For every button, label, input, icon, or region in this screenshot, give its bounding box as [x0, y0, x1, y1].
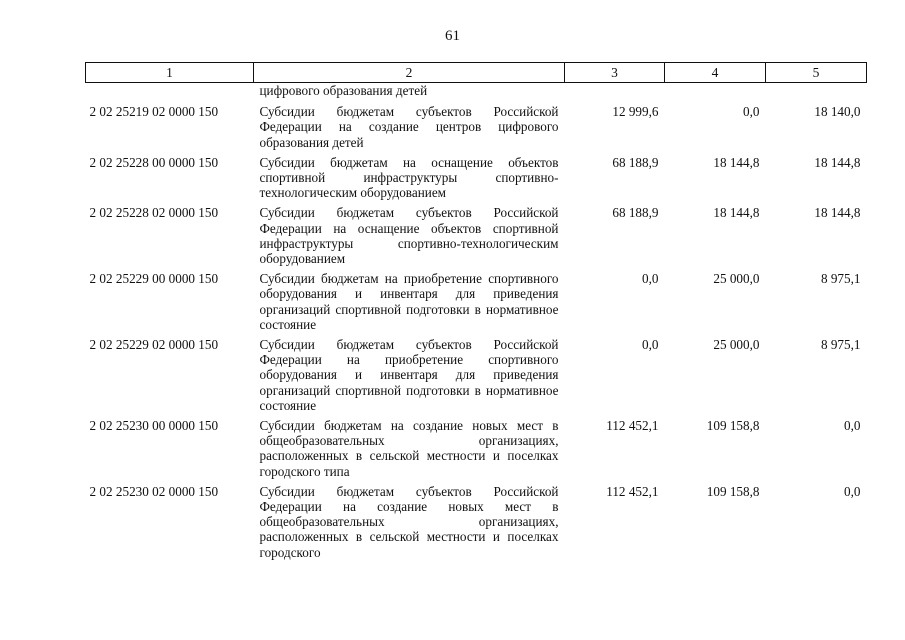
value-col-5: 8 975,1 — [820, 337, 861, 353]
value-col-3: 68 188,9 — [612, 205, 659, 221]
value-col-4: 18 144,8 — [713, 205, 760, 221]
table-row — [86, 205, 867, 271]
table-body — [86, 83, 867, 565]
budget-code: 2 02 25230 02 0000 150 — [89, 483, 219, 499]
value-col-4: 109 158,8 — [706, 483, 760, 499]
page-number: 61 — [445, 28, 460, 44]
value-col-3: 0,0 — [642, 271, 659, 287]
value-col-3: 68 188,9 — [612, 154, 659, 170]
value-col-3: 12 999,6 — [612, 104, 659, 120]
row-description: Субсидии бюджетам на создание новых мест в общеобразовательных организациях, расположенных в сельской местности и поселках городского типа — [259, 418, 559, 479]
value-col-4: 25 000,0 — [713, 337, 760, 353]
value-col-5: 18 140,0 — [814, 104, 861, 120]
header-col-3: 3 — [565, 63, 665, 83]
table-row — [86, 337, 867, 418]
value-col-4: 109 158,8 — [706, 418, 760, 434]
value-col-4: 0,0 — [743, 104, 760, 120]
value-col-5: 0,0 — [844, 418, 861, 434]
value-col-3: 112 452,1 — [606, 483, 659, 499]
table-row — [86, 155, 867, 206]
budget-code: 2 02 25228 00 0000 150 — [89, 154, 219, 170]
header-col-5: 5 — [766, 63, 867, 83]
table-row-continuation — [86, 83, 867, 103]
header-col-2: 2 — [254, 63, 565, 83]
row-description: Субсидии бюджетам на оснащение объектов спортивной инфраструктуры спортивно-технологическим оборудованием — [259, 154, 559, 201]
header-col-4: 4 — [665, 63, 766, 83]
value-col-5: 8 975,1 — [820, 271, 861, 287]
budget-revenue-table — [85, 62, 867, 565]
row-description: Субсидии бюджетам субъектов Российской Федерации на приобретение спортивного оборудования и инвентаря для приведения организаций спортивной подготовки в нормативное состояние — [259, 337, 559, 413]
table-row — [86, 271, 867, 337]
budget-code: 2 02 25229 00 0000 150 — [89, 271, 219, 287]
table-row — [86, 418, 867, 484]
table-row — [86, 484, 867, 565]
row-description: Субсидии бюджетам субъектов Российской Федерации на создание новых мест в общеобразовательных организациях, расположенных в сельской местности и поселках городского — [259, 483, 559, 560]
header-col-1: 1 — [86, 63, 254, 83]
value-col-4: 25 000,0 — [713, 271, 760, 287]
value-col-5: 18 144,8 — [814, 154, 861, 170]
value-col-3: 0,0 — [642, 337, 659, 353]
budget-code: 2 02 25230 00 0000 150 — [89, 418, 219, 434]
value-col-4: 18 144,8 — [713, 154, 760, 170]
budget-code: 2 02 25219 02 0000 150 — [89, 104, 219, 120]
table-header — [86, 63, 867, 83]
budget-code: 2 02 25228 02 0000 150 — [89, 205, 219, 221]
row-description: Субсидии бюджетам субъектов Российской Федерации на создание центров цифрового образования детей — [259, 104, 559, 150]
row-description: Субсидии бюджетам субъектов Российской Федерации на оснащение объектов спортивной инфраструктуры спортивно-технологическим оборудованием — [259, 205, 559, 267]
budget-code: 2 02 25229 02 0000 150 — [89, 337, 219, 353]
continuation-text: цифрового образования детей — [259, 83, 428, 98]
row-description: Субсидии бюджетам на приобретение спортивного оборудования и инвентаря для приведения организаций спортивной подготовки в нормативное состояние — [259, 271, 559, 332]
value-col-5: 18 144,8 — [814, 205, 861, 221]
value-col-3: 112 452,1 — [606, 418, 659, 434]
header-row — [86, 63, 867, 83]
table-row — [86, 102, 867, 155]
value-col-5: 0,0 — [844, 483, 861, 499]
